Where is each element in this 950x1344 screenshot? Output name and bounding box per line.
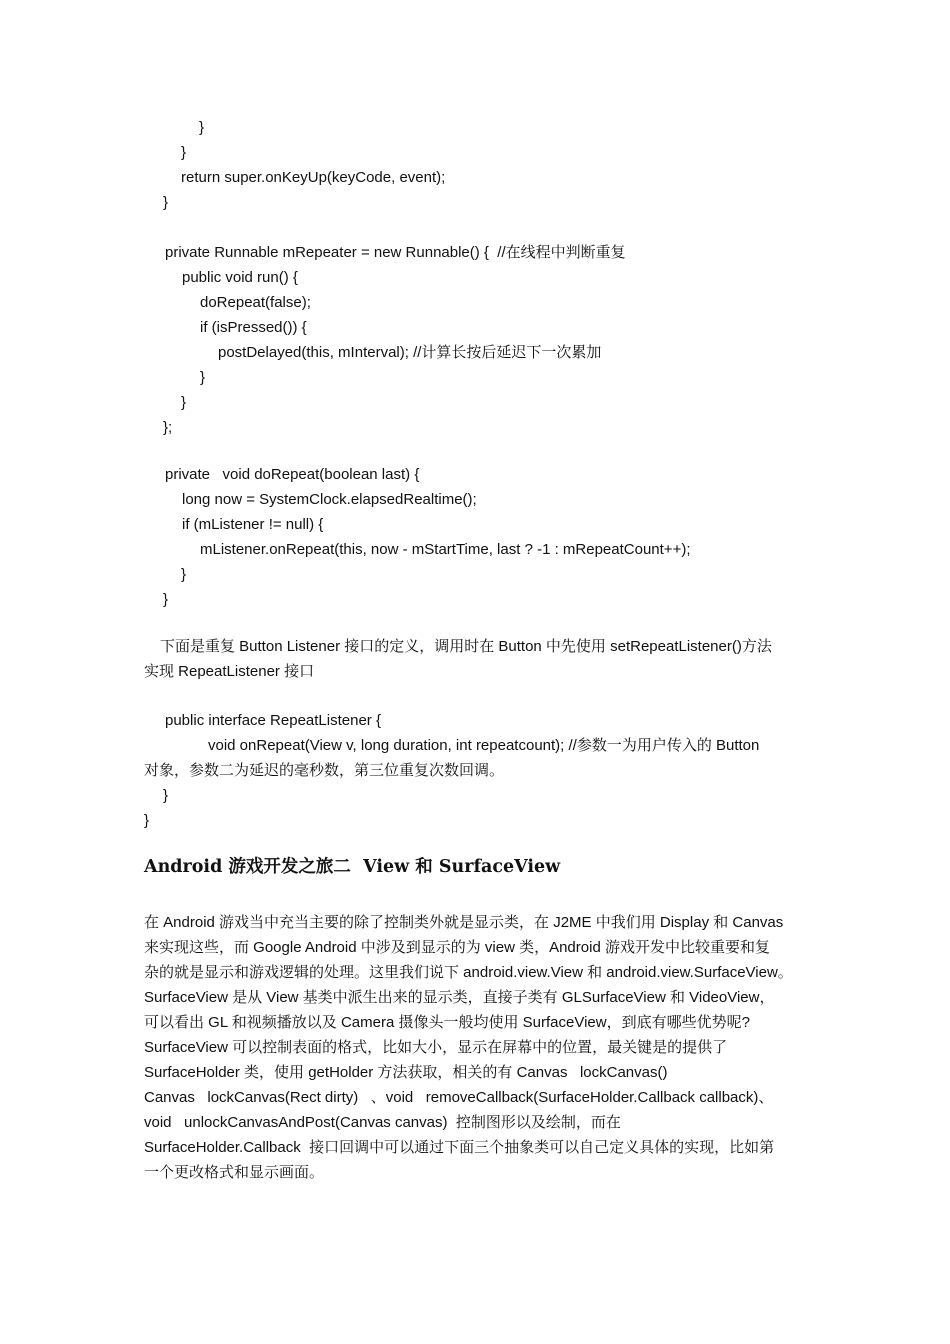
code-line: } (181, 566, 187, 583)
code-line: return super.onKeyUp(keyCode, event); (181, 169, 446, 186)
paragraph-line: 杂的就是显示和游戏逻辑的处理。这里我们说下 android.view.View 和 android.view.SurfaceView。 (144, 964, 793, 981)
code-line: private Runnable mRepeater = new Runnable() { //在线程中判断重复 (165, 244, 626, 261)
code-line: } (163, 787, 169, 804)
paragraph-line: 来实现这些，而 Google Android 中涉及到显示的为 view 类，Android 游戏开发中比较重要和复 (144, 939, 770, 956)
code-line: } (181, 144, 187, 161)
paragraph-line: 一个更改格式和显示画面。 (144, 1164, 325, 1181)
paragraph-line: Canvas lockCanvas(Rect dirty) 、void removeCallback(SurfaceHolder.Callback callback)、 (144, 1089, 774, 1106)
code-line: public void run() { (182, 269, 298, 286)
paragraph-line: SurfaceView 是从 View 基类中派生出来的显示类，直接子类有 GLSurfaceView 和 VideoView， (144, 989, 775, 1006)
paragraph-line: 可以看出 GL 和视频播放以及 Camera 摄像头一般均使用 SurfaceView，到底有哪些优势呢? (144, 1014, 750, 1031)
paragraph-line: SurfaceView 可以控制表面的格式，比如大小，显示在屏幕中的位置，最关键是的提供了 (144, 1039, 728, 1056)
code-line: long now = SystemClock.elapsedRealtime(); (182, 491, 477, 508)
section-heading: Android 游戏开发之旅二 View 和 SurfaceView (144, 857, 561, 877)
code-line: void onRepeat(View v, long duration, int repeatcount); //参数一为用户传入的 Button (208, 737, 760, 754)
code-line: private void doRepeat(boolean last) { (165, 466, 420, 483)
code-line: } (163, 591, 169, 608)
code-line: mListener.onRepeat(this, now - mStartTime, last ? -1 : mRepeatCount++); (200, 541, 691, 558)
code-line: if (isPressed()) { (200, 319, 307, 336)
paragraph-line: 在 Android 游戏当中充当主要的除了控制类外就是显示类，在 J2ME 中我们用 Display 和 Canvas (144, 914, 784, 931)
code-line: } (181, 394, 187, 411)
code-line: if (mListener != null) { (182, 516, 324, 533)
code-line: doRepeat(false); (200, 294, 311, 311)
code-line: 对象，参数二为延迟的毫秒数，第三位重复次数回调。 (144, 762, 505, 779)
paragraph-line: SurfaceHolder 类，使用 getHolder 方法获取，相关的有 Canvas lockCanvas() (144, 1064, 668, 1081)
code-line: }; (163, 419, 173, 436)
code-line: } (144, 812, 150, 829)
paragraph-line: 实现 RepeatListener 接口 (144, 663, 315, 680)
code-line: } (163, 194, 169, 211)
code-line: } (200, 369, 206, 386)
code-line: public interface RepeatListener { (165, 712, 381, 729)
code-line: } (199, 119, 205, 136)
code-line: postDelayed(this, mInterval); //计算长按后延迟下一次累加 (218, 344, 602, 361)
paragraph-line: 下面是重复 Button Listener 接口的定义，调用时在 Button 中先使用 setRepeatListener()方法 (160, 638, 772, 655)
paragraph-line: SurfaceHolder.Callback 接口回调中可以通过下面三个抽象类可以自己定义具体的实现，比如第 (144, 1139, 775, 1156)
paragraph-line: void unlockCanvasAndPost(Canvas canvas) 控制图形以及绘制，而在 (144, 1114, 621, 1131)
